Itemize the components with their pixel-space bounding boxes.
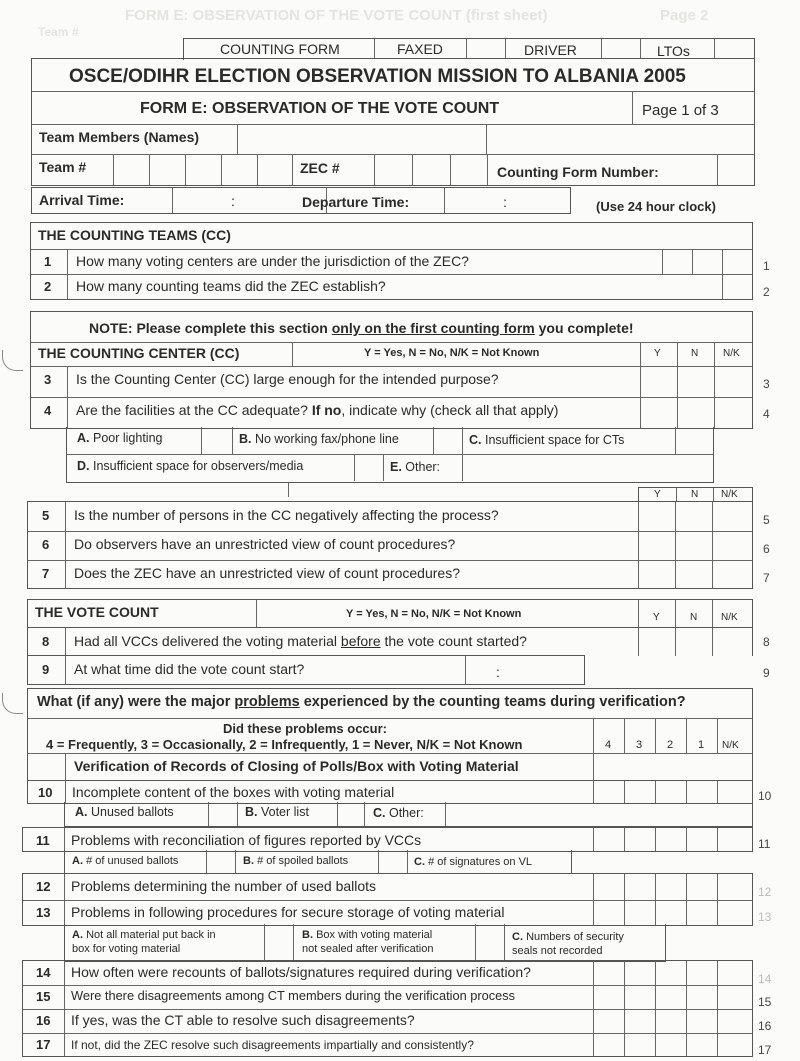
legend-text: Y = Yes, N = No, N/K = Not Known <box>364 347 540 359</box>
question-11-row: 11 Problems with reconciliation of figures reported by VCCs <box>22 827 753 852</box>
note-text: NOTE: Please complete this section only on the first counting form you complete! <box>89 320 634 336</box>
margin-number: 2 <box>763 285 770 299</box>
margin-number: 13 <box>758 910 772 924</box>
team-number-box[interactable] <box>221 154 257 185</box>
team-members-field-1[interactable] <box>237 124 487 155</box>
q4-options <box>66 427 714 483</box>
subsection-heading: Verification of Records of Closing of Polls/Box with Voting Material <box>74 758 519 774</box>
margin-number: 10 <box>758 789 772 803</box>
q3-n-box[interactable] <box>676 365 713 396</box>
q11-option-b-checkbox[interactable] <box>378 850 408 873</box>
vote-count-header: THE VOTE COUNT Y = Yes, N = No, N/K = Not Known Y N N/K <box>27 599 753 629</box>
margin-number: 9 <box>763 666 770 680</box>
option-b: B. No working fax/phone line <box>239 432 399 446</box>
q3-nk-box[interactable] <box>713 365 751 396</box>
question-3: Is the Counting Center (CC) large enough for the intended purpose? <box>76 371 499 387</box>
margin-number: 1 <box>763 259 770 273</box>
q13-option-a: A. Not all material put back in box for voting material <box>72 929 216 956</box>
counting-teams-section: THE COUNTING TEAMS (CC) 1 How many voting centers are under the jurisdiction of the ZEC? 2 How many counting teams did the ZEC establish? <box>30 222 753 300</box>
team-number-label: Team # <box>39 159 87 175</box>
zec-number-box[interactable] <box>450 154 488 185</box>
q10-freq-1[interactable] <box>686 781 717 803</box>
q11-option-a-checkbox[interactable] <box>206 850 236 873</box>
counting-form-label: COUNTING FORM <box>220 41 340 57</box>
scale-legend: 4 = Frequently, 3 = Occasionally, 2 = Infrequently, 1 = Never, N/K = Not Known <box>46 737 523 752</box>
option-c-checkbox[interactable] <box>675 427 676 455</box>
zec-number-box[interactable] <box>412 154 450 185</box>
question-12: Problems determining the number of used ballots <box>71 878 377 894</box>
faxed-checkbox[interactable] <box>466 39 506 59</box>
q10-freq-3[interactable] <box>624 781 655 803</box>
option-a: A. Poor lighting <box>77 431 163 445</box>
question-14: How often were recounts of ballots/signatures required during verification? <box>71 964 531 980</box>
q14-q17-frequency-boxes[interactable] <box>593 961 752 1056</box>
margin-number: 3 <box>763 377 770 391</box>
punch-hole-mark <box>2 350 23 371</box>
problems-header: What (if any) were the major problems experienced by the counting teams during verification? Did these problems occur: 4 = Frequently, 3 = Occasionally, 2 = Infrequently, 1 = Never, N/K = Not Known 4 3 2 1 N/K Verification of Records of Closing of Polls/Box with Voting Material <box>27 688 753 782</box>
team-members-field-2[interactable] <box>487 124 754 155</box>
y-answer-column[interactable] <box>638 502 675 588</box>
questions-14-17: 14 How often were recounts of ballots/signatures required during verification? 15 Were there disagreements among CT members during the verification process 16 If yes, was the CT able to resolve such disagreements? 17 If not, did the ZEC resolve such disagreements impartially and consistently? <box>22 960 753 1057</box>
margin-number: 12 <box>758 885 772 899</box>
q11-freq-nk[interactable] <box>717 828 752 851</box>
margin-number: 8 <box>763 635 770 649</box>
counting-center-section: NOTE: Please complete this section only on the first counting form you complete! THE COUNTING CENTER (CC) Y = Yes, N = No, N/K = Not Known Y N N/K 3 Is the Counting Center (CC) large enough for the intended purpose? 4 Are the facilities at the CC adequate? If no, indicate why (check all that apply) <box>30 311 753 429</box>
bleed-through-text: FORM E: OBSERVATION OF THE VOTE COUNT (first sheet) <box>125 7 548 24</box>
driver-label: DRIVER <box>524 42 577 58</box>
q11-option-c: C. # of signatures on VL <box>414 856 533 868</box>
q13-option-a-checkbox[interactable] <box>264 924 294 961</box>
punch-hole-mark <box>2 693 23 714</box>
question-6: Do observers have an unrestricted view of count procedures? <box>74 536 456 552</box>
question-17: If not, did the ZEC resolve such disagreements impartially and consistently? <box>71 1038 474 1052</box>
option-e-other-field[interactable] <box>462 454 713 481</box>
bleed-through-team: Team # <box>38 25 79 39</box>
team-number-box[interactable] <box>185 154 221 185</box>
q13-options <box>64 924 666 962</box>
header-block <box>31 58 755 186</box>
n-answer-column[interactable] <box>675 502 712 588</box>
question-15: Were there disagreements among CT members during the verification process <box>71 988 516 1003</box>
question-8-row: 8 Had all VCCs delivered the voting material before the vote count started? <box>27 627 753 656</box>
q10-options <box>64 802 753 827</box>
zec-number-label: ZEC # <box>300 160 340 176</box>
question-1: How many voting centers are under the jurisdiction of the ZEC? <box>76 253 469 269</box>
q13-option-b: B. Box with voting material not sealed after verification <box>302 929 434 956</box>
bleed-through-page: Page 2 <box>660 7 709 24</box>
q10-option-c: C. Other: <box>373 806 424 820</box>
time-row <box>31 187 571 214</box>
answer-box-q1[interactable] <box>662 249 692 274</box>
question-16: If yes, was the CT able to resolve such disagreements? <box>71 1012 415 1028</box>
q10-option-b-checkbox[interactable] <box>337 802 365 826</box>
margin-number: 5 <box>763 513 770 527</box>
q3-y-box[interactable] <box>639 365 676 396</box>
q11-freq-2[interactable] <box>655 828 686 851</box>
question-8: Had all VCCs delivered the voting material before the vote count started? <box>74 633 527 649</box>
arrival-time-label: Arrival Time: <box>39 192 125 208</box>
q10-freq-4[interactable] <box>593 781 624 803</box>
q11-freq-4[interactable] <box>593 828 624 851</box>
question-11: Problems with reconciliation of figures reported by VCCs <box>71 832 422 848</box>
q8-n-box[interactable] <box>675 628 712 656</box>
q11-option-a: A. # of unused ballots <box>72 855 179 867</box>
question-4: Are the facilities at the CC adequate? If no, indicate why (check all that apply) <box>76 402 559 418</box>
team-number-box[interactable] <box>149 154 185 185</box>
q11-option-b: B. # of spoiled ballots <box>243 855 349 867</box>
faxed-label: FAXED <box>397 41 443 57</box>
option-b-checkbox[interactable] <box>433 427 463 454</box>
counting-form-number-label: Counting Form Number: <box>497 164 659 180</box>
q10-option-a: A. Unused ballots <box>75 805 174 819</box>
clock-note: (Use 24 hour clock) <box>596 199 716 214</box>
margin-number: 7 <box>763 571 770 585</box>
margin-number: 17 <box>758 1043 772 1057</box>
team-number-box[interactable] <box>257 154 293 185</box>
mission-title: OSCE/ODIHR ELECTION OBSERVATION MISSION TO ALBANIA 2005 <box>69 66 686 87</box>
q11-freq-1[interactable] <box>686 828 717 851</box>
q13-option-c: C. Numbers of security seals not recorded <box>512 931 624 958</box>
question-2: How many counting teams did the ZEC establish? <box>76 278 386 294</box>
departure-time-field[interactable]: : <box>444 188 570 213</box>
zec-number-box[interactable] <box>374 154 412 185</box>
question-10-row: 10 Incomplete content of the boxes with voting material <box>27 780 753 804</box>
ltos-label: LTOs <box>657 43 690 59</box>
col-n: N <box>691 348 699 359</box>
option-d: D. Insufficient space for observers/media <box>77 459 304 473</box>
questions-12-13: 12 Problems determining the number of used ballots 13 Problems in following procedures for secure storage of voting material <box>22 873 753 926</box>
q10-freq-2[interactable] <box>655 781 686 803</box>
q10-freq-nk[interactable] <box>717 781 752 803</box>
q10-other-field[interactable] <box>445 802 752 826</box>
margin-number: 15 <box>758 995 772 1009</box>
col-nk: N/K <box>723 348 740 359</box>
q12-q13-frequency-boxes[interactable] <box>593 874 752 925</box>
q13-option-b-checkbox[interactable] <box>475 924 505 961</box>
margin-number: 11 <box>758 837 771 851</box>
ltos-checkbox[interactable] <box>714 39 754 59</box>
q10-option-a-checkbox[interactable] <box>208 802 238 826</box>
team-members-label: Team Members (Names) <box>39 129 200 145</box>
q8-nk-box[interactable] <box>712 628 752 656</box>
section-heading: THE COUNTING TEAMS (CC) <box>38 227 231 243</box>
arrival-time-field[interactable]: : <box>172 188 327 213</box>
question-10: Incomplete content of the boxes with voting material <box>72 784 395 800</box>
col-y: Y <box>654 348 661 359</box>
driver-checkbox[interactable] <box>601 39 641 59</box>
question-7: Does the ZEC have an unrestricted view of count procedures? <box>74 565 460 581</box>
option-d-checkbox[interactable] <box>354 454 384 481</box>
option-c: C. Insufficient space for CTs <box>469 433 625 447</box>
q8-y-box[interactable] <box>638 628 675 656</box>
margin-number: 6 <box>763 542 770 556</box>
routing-row <box>183 38 755 60</box>
departure-time-label: Departure Time: <box>302 194 410 210</box>
q11-freq-3[interactable] <box>624 828 655 851</box>
question-9: At what time did the vote count start? <box>74 661 305 677</box>
page-indicator: Page 1 of 3 <box>642 102 719 119</box>
problems-heading: What (if any) were the major problems experienced by the counting teams during verification? <box>37 694 686 710</box>
question-5: Is the number of persons in the CC negatively affecting the process? <box>74 507 499 523</box>
scale-title: Did these problems occur: <box>223 721 387 736</box>
q10-option-b: B. Voter list <box>245 805 309 819</box>
form-title: FORM E: OBSERVATION OF THE VOTE COUNT <box>140 100 500 117</box>
question-9-row: 9 At what time did the vote count start? : <box>27 655 585 685</box>
counting-form-number-field[interactable] <box>717 154 754 185</box>
nk-answer-column[interactable] <box>712 502 752 588</box>
q11-options <box>64 850 572 874</box>
legend-text: Y = Yes, N = No, N/K = Not Known <box>346 608 522 620</box>
answer-box-q1[interactable] <box>692 249 722 274</box>
questions-5-7: 5 Is the number of persons in the CC negatively affecting the process? 6 Do observers have an unrestricted view of count procedures? 7 Does the ZEC have an unrestricted view of count procedures? <box>27 501 753 589</box>
section-heading: THE COUNTING CENTER (CC) <box>38 345 240 361</box>
option-e: E. Other: <box>390 460 441 474</box>
margin-number: 4 <box>763 407 770 421</box>
section-heading: THE VOTE COUNT <box>35 604 159 620</box>
margin-number: 14 <box>758 972 772 986</box>
option-a-checkbox[interactable] <box>201 427 233 454</box>
question-13: Problems in following procedures for secure storage of voting material <box>71 904 505 920</box>
team-number-box[interactable] <box>113 154 149 185</box>
vote-count-start-time-field[interactable]: : <box>465 656 584 684</box>
ynk-header: Y N N/K <box>638 487 753 502</box>
margin-number: 16 <box>758 1019 772 1033</box>
